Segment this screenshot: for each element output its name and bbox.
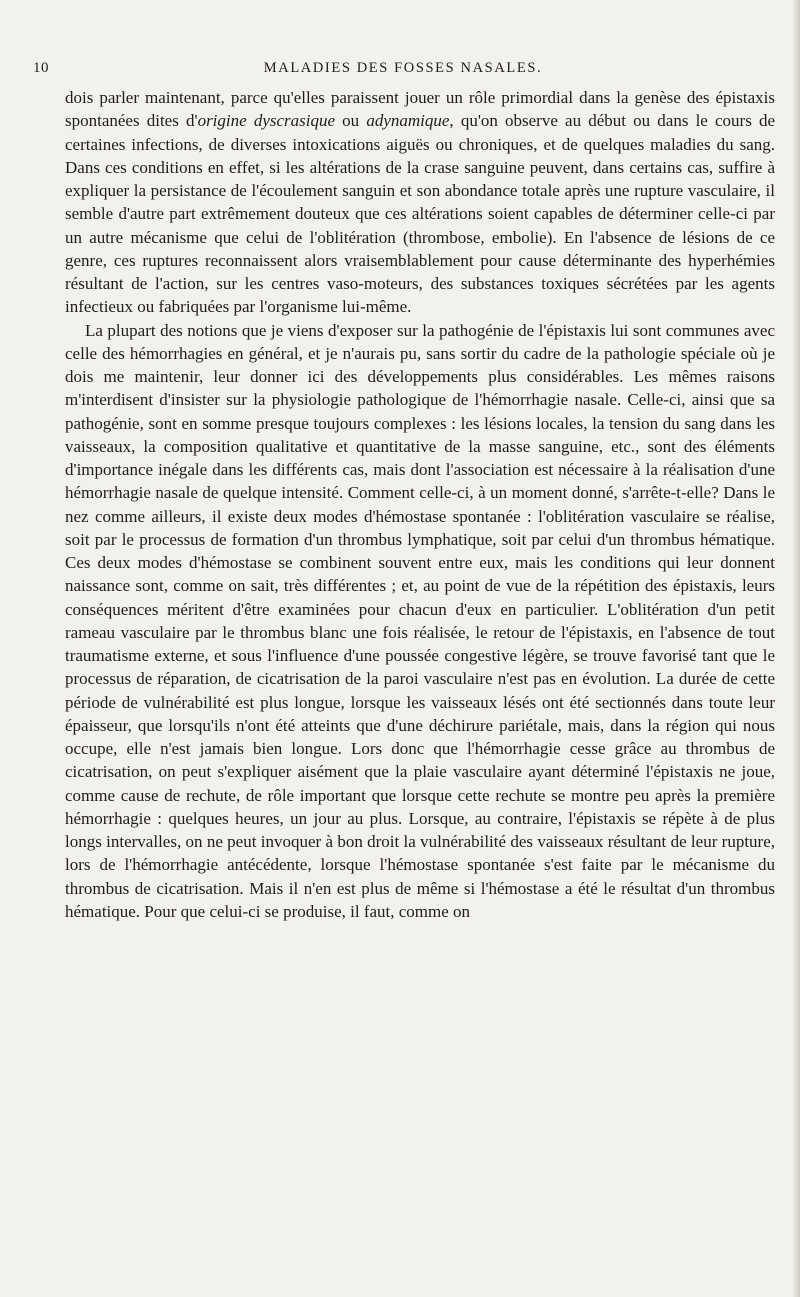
paragraph xyxy=(65,86,775,319)
text-run: dois parler maintenant, parce qu'elles paraissent jouer un rôle primordial dans la genèse des épistaxis spontanées dites d' xyxy=(65,88,775,131)
italic-term: origine dyscrasique xyxy=(197,111,336,131)
running-title: MALADIES DES FOSSES NASALES. xyxy=(263,60,543,76)
paragraph xyxy=(65,319,775,924)
body-text xyxy=(65,86,775,923)
page-edge-shadow xyxy=(792,0,800,1297)
text-run: , qu'on observe au début ou dans le cours de certaines infections, de diverses intoxications aiguës ou chroniques, et de quelques maladies du sang. Dans ces conditions en effet, si les altérations de la crase sanguine peuvent, dans certains cas, suffire à expliquer la persistance de l'écoulement sanguin et son abondance totale après une rupture vasculaire, il semble d'autre part extrêmement douteux que ces altérations soient capables de déterminer celle-ci par un autre mécanisme que celui de l'oblitération (thrombose, embolie). En l'absence de lésions de ce genre, ces ruptures reconnaissent alors vraisemblablement pour cause déterminante des hyperhémies résultant de l'action, sur les centres vaso-moteurs, des substances toxiques sécrétées par les agents infectieux ou fabriquées par l'organisme lui-même. xyxy=(65,111,776,317)
italic-term: adynamique xyxy=(366,111,450,131)
page-number: 10 xyxy=(33,60,49,76)
text-run: La plupart des notions que je viens d'exposer sur la pathogénie de l'épistaxis lui sont communes avec celle des hémorrhagies en général, et je n'aurais pu, sans sortir du cadre de la pathologie spéciale où je dois me maintenir, leur donner ici des développements plus considérables. Les mêmes raisons m'interdisent d'insister sur la physiologie pathologique de l'hémorrhagie nasale. Celle-ci, ainsi que sa pathogénie, sont en somme presque toujours complexes : les lésions locales, la tension du sang dans les vaisseaux, la composition qualitative et quantitative de la masse sanguine, etc., sont des éléments d'importance inégale dans les différents cas, mais dont l'association est nécessaire à la réalisation d'une hémorrhagie nasale de quelque intensité. Comment celle-ci, à un moment donné, s'arrête-t-elle? Dans le nez comme ailleurs, il existe deux modes d'hémostase spontanée : l'oblitération vasculaire se réalise, soit par le processus de formation d'un thrombus lymphatique, soit par celui d'un thrombus hématique. Ces deux modes d'hémostase se combinent souvent entre eux, mais les conditions qui leur donnent naissance sont, comme on sait, très différentes ; et, au point de vue de la répétition des épistaxis, leurs conséquences méritent d'être examinées pour chacun d'eux en particulier. L'oblitération d'un petit rameau vasculaire par le thrombus blanc une fois réalisée, le retour de l'épistaxis, en l'absence de tout traumatisme externe, et sous l'influence d'une poussée congestive légère, se trouve favorisé tant que le processus de réparation, de cicatrisation de la paroi vasculaire n'est pas en évolution. La durée de cette période de vulnérabilité est plus longue, lorsque les vaisseaux lésés ont été sectionnés dans toute leur épaisseur, que lorsqu'ils n'ont été atteints que d'une déchirure pariétale, mais, dans la région qui nous occupe, elle n'est jamais bien longue. Lors donc que l'hémorrhagie cesse grâce au thrombus de cicatrisation, on peut s'expliquer aisément que la plaie vasculaire ayant déterminé l'épistaxis ne joue, comme cause de rechute, de rôle important que lorsque cette rechute se montre peu après la première hémorrhagie : quelques heures, un jour au plus. Lorsque, au contraire, l'épistaxis se répète à de plus longs intervalles, on ne peut invoquer à bon droit la vulnérabilité des vaisseaux résultant de leur rupture, lors de l'hémorrhagie antécédente, lorsque l'hémostase spontanée s'est faite par le mécanisme du thrombus de cicatrisation. Mais il n'en est plus de même si l'hémostase a été le résultat d'un thrombus hématique. Pour que celui-ci se produise, il faut, comme on xyxy=(65,320,775,921)
page-header xyxy=(33,60,773,84)
text-run: ou xyxy=(335,111,367,131)
